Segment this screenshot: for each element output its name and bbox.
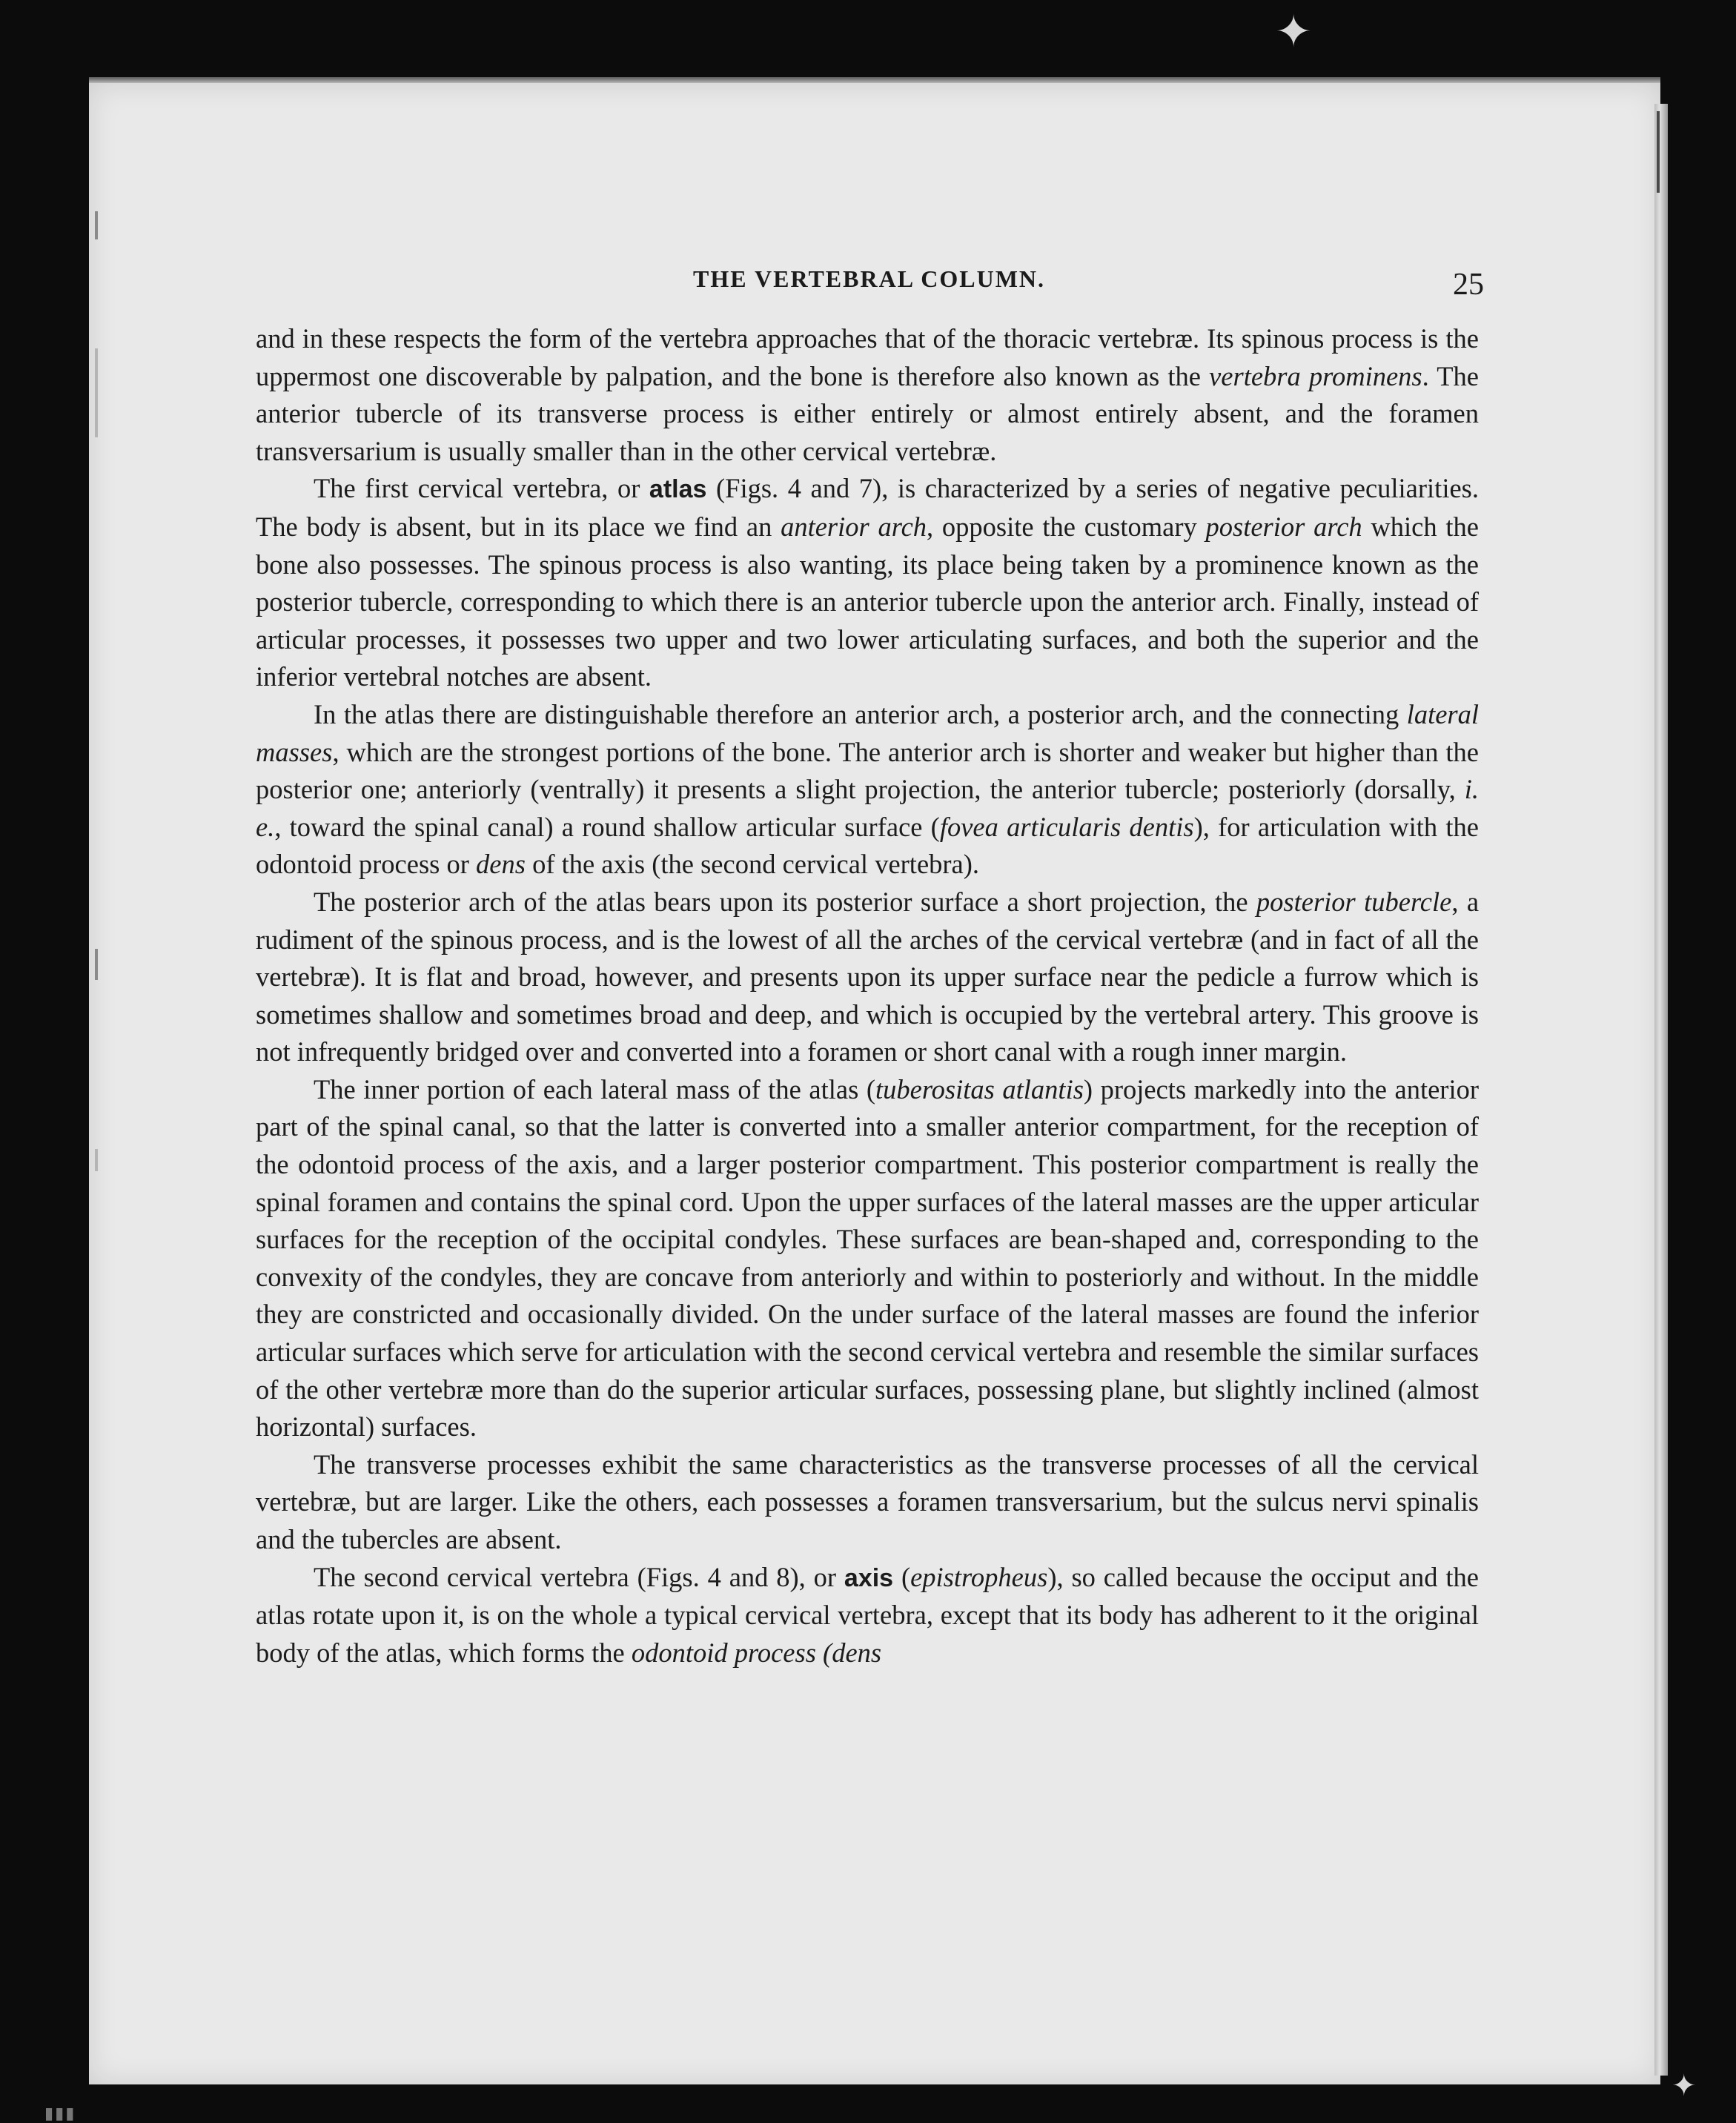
- paragraph: [256, 696, 1479, 884]
- text-run: , toward the spinal canal) a round shallow articular surface (: [274, 811, 940, 842]
- page-number: 25: [1453, 268, 1484, 302]
- italic-term: fovea articularis dentis: [939, 811, 1194, 842]
- text-run: of the axis (the second cervical vertebra).: [525, 849, 980, 880]
- text-run: , a rudiment of the spinous process, and is the lowest of all the arches of the cervical vertebræ (and in fact of all the vertebræ). It is flat and broad, however, and presents upon its upper surface near the pedicle a furrow which is sometimes shallow and sometimes broad and deep, and which is occupied by the vertebral artery. This groove is not infrequently bridged over and converted into a foramen or short canal with a rough inner margin.: [256, 886, 1480, 1067]
- scan-artifact-mark: ▮▮▮: [44, 2104, 76, 2122]
- italic-term: vertebra prominens: [1209, 360, 1422, 391]
- italic-term: lateral masses: [256, 698, 1479, 767]
- text-run: The inner portion of each lateral mass of the atlas (: [314, 1073, 875, 1104]
- paragraph: [256, 470, 1479, 696]
- margin-mark: [95, 949, 98, 980]
- italic-term: i. e.: [256, 774, 1479, 842]
- text-run: . The anterior tubercle of its transverse process is either entirely or almost entirely absent, and the foramen transversarium is usually smaller than in the other cervical vertebræ.: [256, 360, 1479, 466]
- margin-mark: [1657, 111, 1660, 193]
- italic-term: tuberositas atlantis: [875, 1073, 1084, 1104]
- text-run: ), so called because the occiput and the atlas rotate upon it, is on the whole a typical cervical vertebra, except that its body has adherent to it the original body of the atlas, which forms the: [256, 1561, 1479, 1668]
- text-run: and in these respects the form of the vertebra approaches that of the thoracic vertebræ. Its spinous process is the uppermost one discoverable by palpation, and the bone is therefore also known as the: [256, 323, 1479, 391]
- bold-term: axis: [844, 1563, 894, 1592]
- scan-artifact-mark: ✦: [1672, 2069, 1697, 2102]
- italic-term: dens: [476, 849, 526, 880]
- italic-term: posterior arch: [1205, 511, 1362, 542]
- margin-mark: [95, 1149, 98, 1171]
- text-run: The second cervical vertebra (Figs. 4 and 8), or: [314, 1561, 844, 1592]
- text-run: The first cervical vertebra, or: [314, 473, 649, 504]
- paragraph: [256, 320, 1479, 470]
- margin-mark: [95, 348, 98, 437]
- paragraph: [256, 1071, 1479, 1446]
- text-run: The transverse processes exhibit the same characteristics as the transverse processes of all the cervical vertebræ, but are larger. Like the others, each possesses a foramen transversarium, but the sulcus nervi spinalis and the tubercles are absent.: [256, 1448, 1479, 1554]
- italic-term: epistropheus: [910, 1561, 1048, 1592]
- body-text: [256, 320, 1479, 1672]
- paragraph: [256, 1559, 1479, 1672]
- italic-term: anterior arch: [781, 511, 927, 542]
- bold-term: atlas: [649, 475, 707, 504]
- running-head: THE VERTEBRAL COLUMN.: [693, 265, 1046, 292]
- page-right-edge: [1654, 104, 1668, 2076]
- text-run: ) projects markedly into the anterior part of the spinal canal, so that the latter is converted into a smaller anterior compartment, for the reception of the odontoid process of the axis, and a larger posterior compartment. This posterior compartment is really the spinal foramen and contains the spinal cord. Upon the upper surfaces of the lateral masses are the upper articular surfaces for the reception of the occipital condyles. These surfaces are bean-shaped and, corresponding to the convexity of the condyles, they are concave from anteriorly and within to posteriorly and without. In the middle they are constricted and occasionally divided. On the under surface of the lateral masses are found the inferior articular surfaces which serve for articulation with the second cervical vertebra and resemble the similar surfaces of the other vertebræ more than do the superior articular surfaces, possessing plane, but slightly inclined (almost horizontal) surfaces.: [256, 1073, 1479, 1443]
- text-run: (Figs. 4 and 7), is characterized by a series of negative peculiarities. The body is absent, but in its place we find an: [256, 473, 1479, 542]
- text-run: which the bone also possesses. The spinous process is also wanting, its place being taken by a prominence known as the posterior tubercle, corresponding to which there is an anterior tubercle upon the anterior arch. Finally, instead of articular processes, it possesses two upper and two lower articulating surfaces, and both the superior and the inferior vertebral notches are absent.: [256, 511, 1479, 692]
- text-run: , which are the strongest portions of the bone. The anterior arch is shorter and weaker but higher than the posterior one; anteriorly (ventrally) it presents a slight projection, the anterior tubercle; posteriorly (dorsally,: [256, 736, 1479, 805]
- text-run: The posterior arch of the atlas bears upon its posterior surface a short projection, the: [314, 886, 1256, 917]
- text-run: In the atlas there are distinguishable therefore an anterior arch, a posterior arch, and the connecting: [314, 698, 1407, 729]
- text-run: ), for articulation with the odontoid process or: [256, 811, 1479, 880]
- paragraph: [256, 884, 1479, 1071]
- paragraph: [256, 1446, 1479, 1559]
- italic-term: posterior tubercle: [1256, 886, 1452, 917]
- text-run: , opposite the customary: [927, 511, 1206, 542]
- scan-artifact-mark: ✦: [1275, 7, 1313, 56]
- margin-mark: [95, 211, 98, 239]
- text-run: (: [893, 1561, 911, 1592]
- italic-term: odontoid process (dens: [631, 1637, 882, 1668]
